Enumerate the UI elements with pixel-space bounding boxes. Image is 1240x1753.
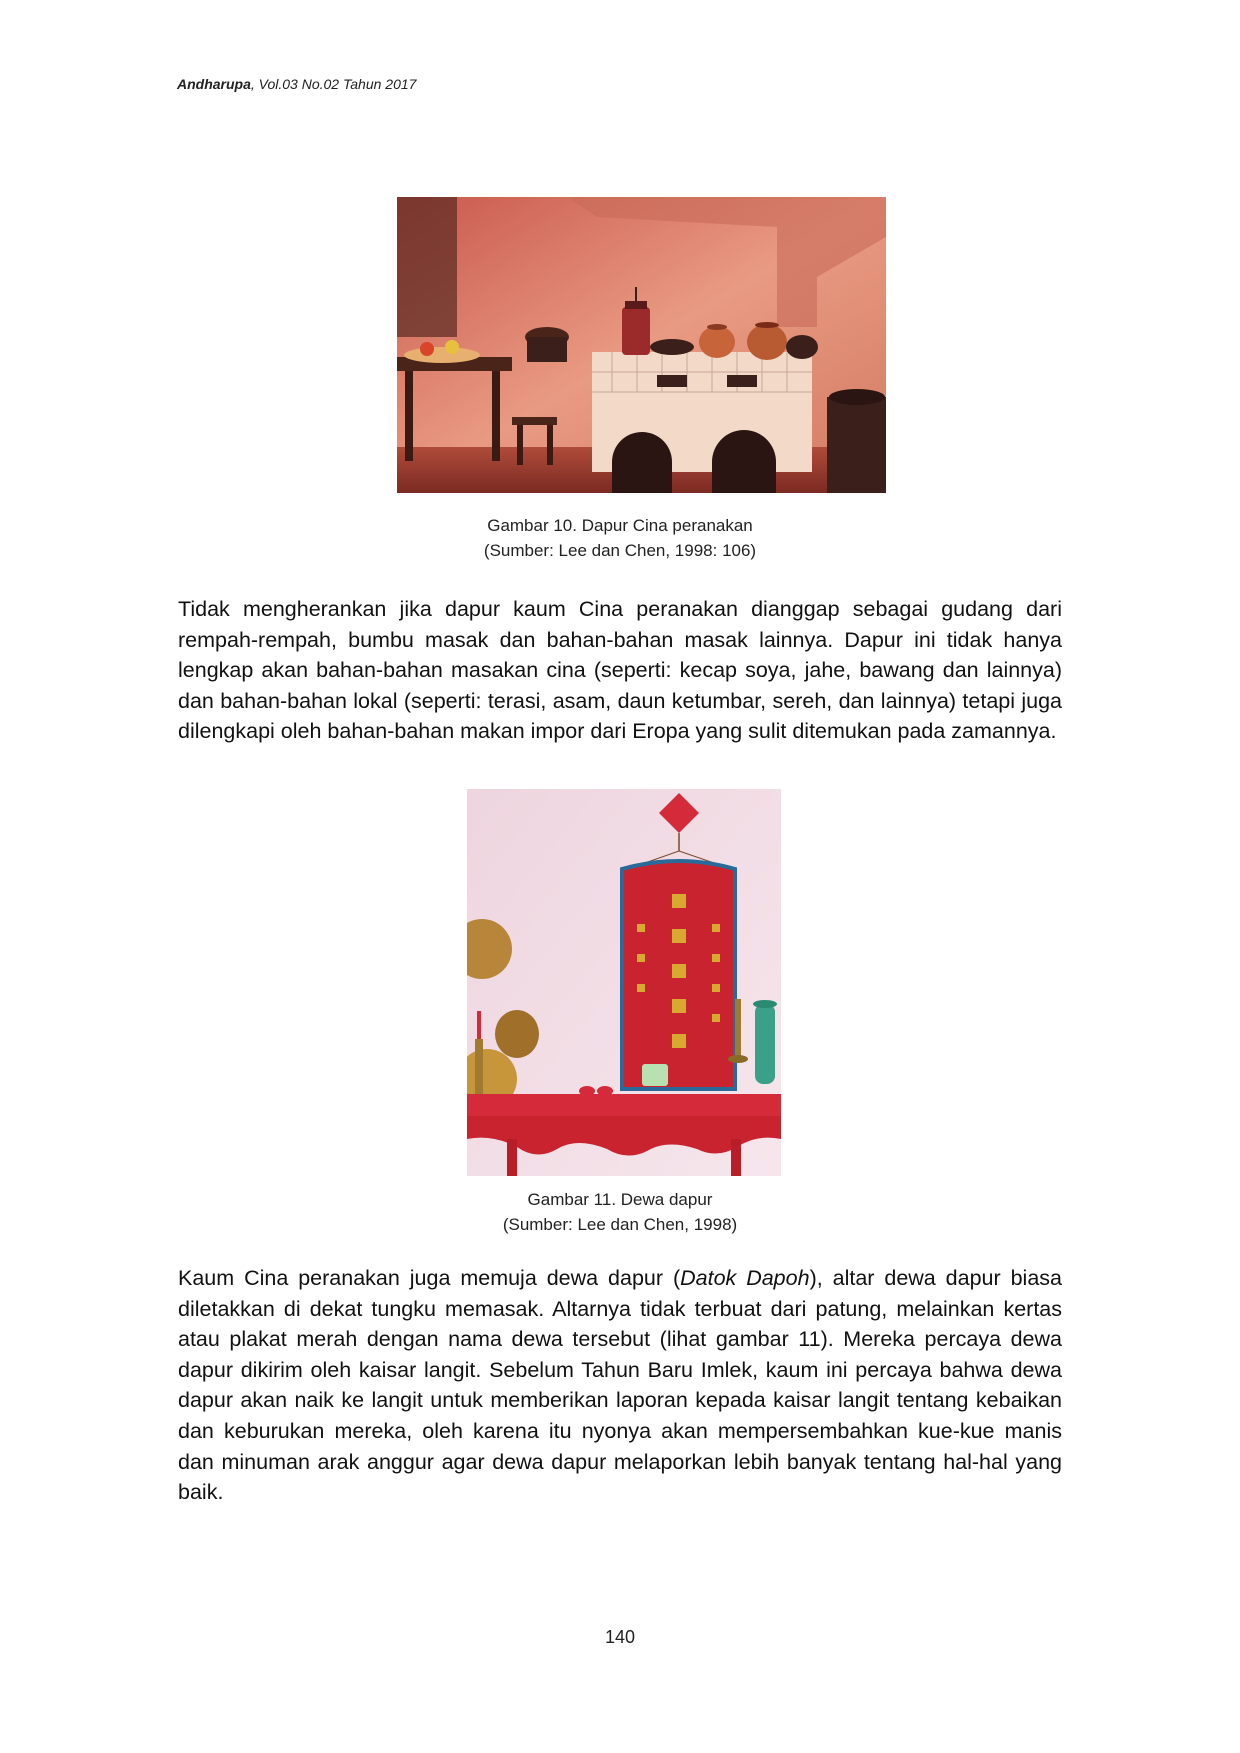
figure-10-caption xyxy=(0,513,1240,563)
running-header xyxy=(177,76,416,92)
page-number: 140 xyxy=(604,1627,636,1647)
figure-11-caption-source: (Sumber: Lee dan Chen, 1998) xyxy=(502,1215,738,1234)
body-paragraph-1: Tidak mengherankan jika dapur kaum Cina peranakan dianggap sebagai gudang dari rempah-rempah, bumbu masak dan bahan-bahan masak lainnya. Dapur ini tidak hanya lengkap akan bahan-bahan masakan cina (seperti: kecap soya, jahe, bawang dan lainnya) dan bahan-bahan lokal (seperti: terasi, asam, daun ketumbar, sereh, dan lainnya) tetapi juga dilengkapi oleh bahan-bahan makan impor dari Eropa yang sulit ditemukan pada zamannya. xyxy=(178,597,1062,744)
body-paragraph-2 xyxy=(178,1263,1062,1508)
figure-10-photo xyxy=(397,197,886,493)
altar-photo xyxy=(467,789,781,1176)
paragraph-2-text-start: Kaum Cina peranakan juga memuja dewa dapur ( xyxy=(178,1266,681,1290)
journal-name: Andharupa xyxy=(177,76,251,92)
figure-11-photo xyxy=(467,789,781,1176)
figure-10-caption-source: (Sumber: Lee dan Chen, 1998: 106) xyxy=(483,541,757,560)
figure-10-caption-title: Gambar 10. Dapur Cina peranakan xyxy=(487,516,753,535)
journal-issue: , Vol.03 No.02 Tahun 2017 xyxy=(250,76,417,92)
datok-dapoh-term: Datok Dapoh xyxy=(680,1266,810,1290)
figure-11-caption xyxy=(0,1187,1240,1237)
kitchen-photo xyxy=(397,197,886,493)
paragraph-2-text-end: ), altar dewa dapur biasa diletakkan di dekat tungku memasak. Altarnya tidak terbuat dari patung, melainkan kertas atau plakat merah dengan nama dewa tersebut (lihat gambar 11). Mereka percaya dewa dapur dikirim oleh kaisar langit. Sebelum Tahun Baru Imlek, kaum ini percaya bahwa dewa dapur akan naik ke langit untuk memberikan laporan kepada kaisar langit tentang kebaikan dan keburukan mereka, oleh karena itu nyonya akan mempersembahkan kue-kue manis dan minuman arak anggur agar dewa dapur melaporkan lebih banyak tentang hal-hal yang baik. xyxy=(178,1266,1062,1505)
figure-11-caption-title: Gambar 11. Dewa dapur xyxy=(527,1190,713,1209)
